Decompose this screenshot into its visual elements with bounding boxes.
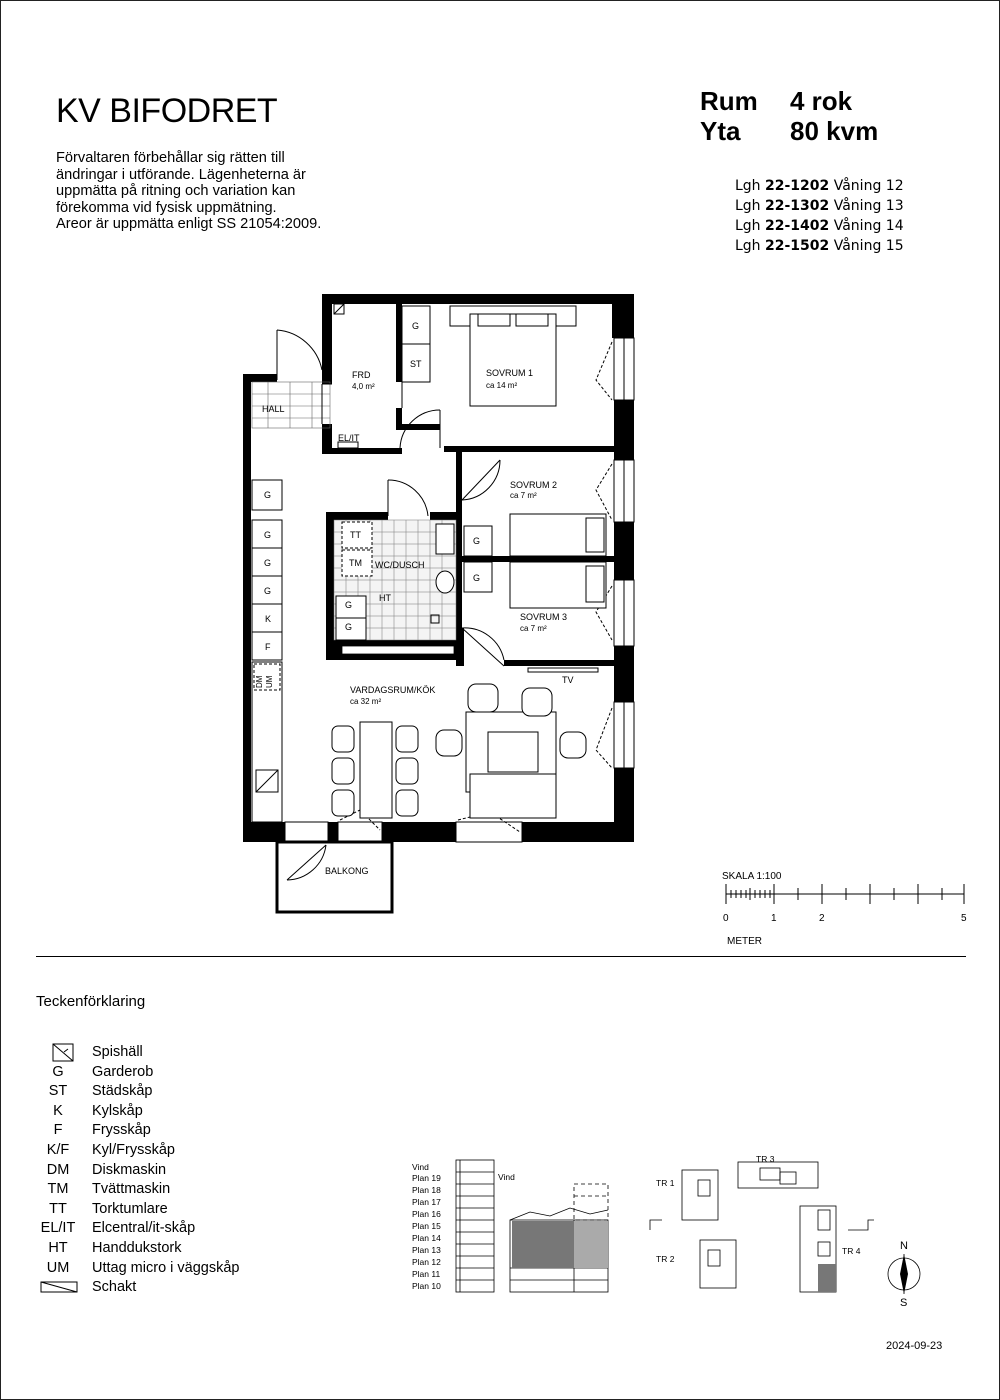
fixture-label: G	[264, 586, 272, 596]
sovrum3-area: ca 7 m²	[520, 624, 547, 633]
fixture-label: G	[345, 622, 353, 632]
floor-label: Plan 17	[412, 1197, 441, 1207]
disclaimer-line: Förvaltaren förbehållar sig rätten till	[56, 150, 285, 166]
fixture-label: DM	[255, 675, 264, 688]
vardagsrum-area: ca 32 m²	[350, 697, 382, 706]
apartment-prefix: Lgh	[735, 198, 761, 214]
floor-label: Plan 11	[412, 1269, 441, 1279]
tr4-label: TR 4	[842, 1246, 861, 1256]
apartment-prefix: Lgh	[735, 238, 761, 254]
highlighted-floors	[512, 1221, 608, 1268]
north-label: N	[900, 1240, 908, 1252]
fixture-label: G	[264, 558, 272, 568]
legend-label: Torktumlare	[92, 1200, 168, 1217]
sovrum1-area: ca 14 m²	[486, 381, 518, 390]
disclaimer-line: förekomma vid fysisk uppmätning.	[56, 199, 277, 216]
floor-number: 14	[885, 218, 904, 234]
legend-label: Tvättmaskin	[92, 1181, 171, 1198]
floor-label: Plan 12	[412, 1257, 441, 1267]
tv-label: TV	[562, 675, 574, 685]
floor-label: Plan 18	[412, 1185, 441, 1195]
site-plan	[650, 1162, 920, 1294]
stove-icon	[42, 1043, 86, 1063]
floor-label: Våning	[833, 238, 882, 254]
apartment-number: 22-1302	[765, 198, 830, 214]
scale-unit: METER	[727, 936, 762, 947]
legend-label: Frysskåp	[92, 1122, 151, 1139]
balcony	[277, 842, 392, 912]
floor-label: Plan 13	[412, 1245, 441, 1255]
key-plan	[400, 1150, 940, 1320]
fixture-label: G	[264, 490, 272, 500]
fixture-label: G	[345, 600, 353, 610]
legend-abbr: ST	[48, 1083, 68, 1100]
legend-label: Städskåp	[92, 1083, 153, 1100]
floor-label: Våning	[833, 198, 882, 214]
floor-number: 13	[885, 198, 904, 214]
apartment-number: 22-1202	[765, 178, 830, 194]
scale-tick: 1	[771, 913, 777, 924]
fixture-label: UM	[265, 675, 274, 688]
legend-label: Elcentral/it-skåp	[92, 1220, 196, 1237]
legend-label: Kyl/Frysskåp	[92, 1141, 175, 1158]
scale-tick: 5	[961, 913, 967, 924]
compass-icon	[900, 1254, 908, 1294]
hall-label: HALL	[262, 404, 285, 414]
legend-abbr: F	[53, 1122, 63, 1139]
vardagsrum-label: VARDAGSRUM/KÖK	[350, 685, 436, 695]
page-title: KV BIFODRET	[56, 92, 278, 130]
legend-label: Garderob	[92, 1063, 154, 1080]
sovrum3-label: SOVRUM 3	[520, 612, 568, 622]
floor-label: Våning	[833, 178, 882, 194]
yta-label: Yta	[700, 116, 741, 146]
fixture-label: F	[265, 642, 271, 652]
legend-abbr: TM	[47, 1181, 69, 1198]
tr1-label: TR 1	[656, 1178, 675, 1188]
legend-title: Teckenförklaring	[36, 993, 146, 1010]
apartment-number: 22-1502	[765, 238, 830, 254]
fixture-label: K	[265, 614, 272, 624]
legend-abbr: HT	[48, 1239, 68, 1256]
legend-abbr: EL/IT	[40, 1220, 76, 1237]
floor-label: Vind	[412, 1162, 429, 1172]
disclaimer-line: uppmätta på ritning och variation kan	[56, 183, 296, 199]
shaft-icon	[38, 1278, 82, 1296]
legend-label: Diskmaskin	[92, 1161, 167, 1178]
floor-labels	[412, 1162, 441, 1291]
apartment-prefix: Lgh	[735, 178, 761, 194]
disclaimer-line: ändringar i utförande. Lägenheterna är	[56, 166, 306, 183]
legend-abbr: K	[53, 1102, 63, 1119]
floor-label: Plan 10	[412, 1281, 441, 1291]
fixture-label: G	[412, 321, 420, 331]
scale-bar	[718, 866, 978, 950]
sovrum1-label: SOVRUM 1	[486, 368, 534, 378]
floor-label: Plan 19	[412, 1173, 441, 1183]
balkong-label: BALKONG	[325, 866, 369, 876]
yta-value: 80 kvm	[790, 116, 879, 146]
sovrum2-label: SOVRUM 2	[510, 480, 558, 490]
floor-number: 12	[885, 178, 904, 194]
wc-label: WC/DUSCH	[375, 560, 425, 570]
fixture-label: G	[264, 530, 272, 540]
legend-label: Kylskåp	[92, 1102, 143, 1119]
scale-tick: 0	[723, 913, 729, 924]
legend-label: Handdukstork	[92, 1239, 182, 1256]
floor-label: Våning	[833, 218, 882, 234]
highlighted-unit	[818, 1264, 836, 1292]
legend-abbr: G	[52, 1063, 64, 1080]
disclaimer-line: Areor är uppmätta enligt SS 21054:2009.	[56, 216, 322, 232]
legend-abbr: K/F	[46, 1141, 70, 1158]
legend-abbr: DM	[46, 1161, 70, 1178]
tr3-label: TR 3	[756, 1154, 775, 1164]
drawing-date: 2024-09-23	[886, 1340, 943, 1352]
floor-label: Plan 15	[412, 1221, 441, 1231]
scale-tick: 2	[819, 913, 825, 924]
south-label: S	[900, 1297, 908, 1309]
legend-abbr: TT	[49, 1200, 67, 1217]
sovrum2-area: ca 7 m²	[510, 491, 537, 500]
tr2-label: TR 2	[656, 1254, 675, 1264]
rum-label: Rum	[700, 86, 758, 116]
apartment-number: 22-1402	[765, 218, 830, 234]
frd-area: 4,0 m²	[352, 382, 375, 391]
scale-label: SKALA 1:100	[722, 871, 782, 882]
rum-value: 4 rok	[790, 86, 853, 116]
fixture-label: ST	[410, 359, 422, 369]
floor-number: 15	[885, 238, 904, 254]
legend-label: Uttag micro i väggskåp	[92, 1259, 240, 1276]
legend-label: Spishäll	[92, 1044, 143, 1060]
floor-label: Plan 14	[412, 1233, 441, 1243]
floor-label: Plan 16	[412, 1209, 441, 1219]
legend-abbr: UM	[46, 1259, 70, 1276]
fixture-label: TT	[350, 530, 361, 540]
frd-label: FRD	[352, 370, 371, 380]
elit-label: EL/IT	[338, 433, 360, 443]
divider	[36, 956, 966, 957]
fixture-label: G	[473, 536, 481, 546]
legend-label: Schakt	[92, 1279, 137, 1296]
vind-label: Vind	[498, 1172, 515, 1182]
ht-label: HT	[379, 593, 391, 603]
fixture-label: G	[473, 573, 481, 583]
apartment-prefix: Lgh	[735, 218, 761, 234]
fixture-label: TM	[349, 558, 362, 568]
